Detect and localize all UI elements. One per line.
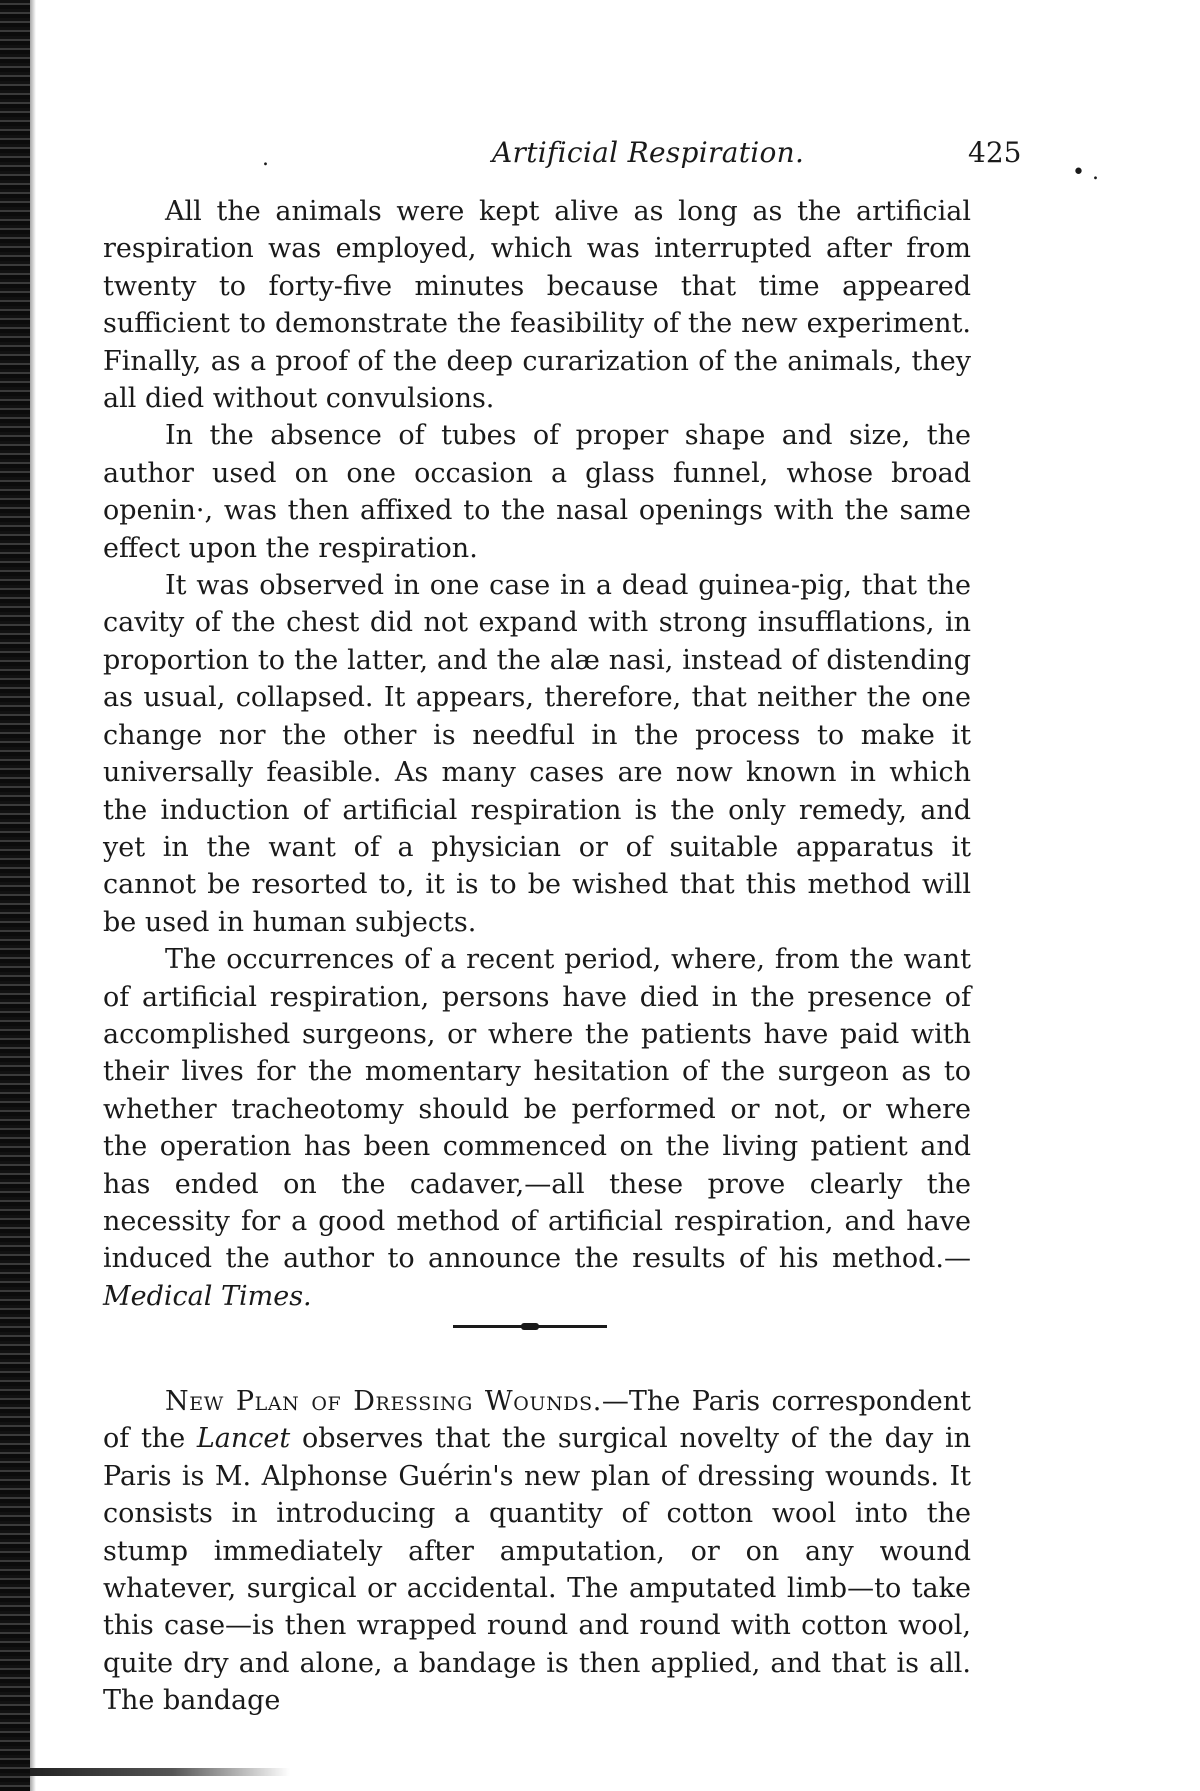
running-head — [100, 136, 1100, 180]
article-body — [103, 193, 971, 1315]
new-article — [103, 1383, 971, 1720]
new-article-paragraph — [103, 1383, 971, 1720]
new-article-text-2: observes that the surgical novelty of the day in Paris is M. Alphonse Guérin's new plan of dressing wounds. It consists in introducing a quantity of cotton wool into the stump immediately after amputation, or on any wound whatever, surgical or accidental. The amputated limb—to take this case—is then wrapped round and round with cotton wool, quite dry and alone, a bandage is then applied, and that is all. The bandage — [103, 1423, 971, 1717]
stray-mark-right: • . — [1072, 160, 1099, 185]
journal-name: Lancet — [196, 1423, 291, 1455]
binding-edge — [0, 0, 30, 1791]
paragraph-4 — [103, 941, 971, 1315]
section-separator — [453, 1323, 607, 1329]
stray-mark-left: . — [262, 146, 269, 171]
page-number: 425 — [968, 136, 1022, 169]
new-article-text-1: —The Paris correspondent of the — [103, 1386, 971, 1455]
paragraph-3: It was observed in one case in a dead guinea-pig, that the cavity of the chest did not expand with strong insufflations, in proportion to the latter, and the alæ nasi, instead of distending as usual, collapsed. It appears, therefore, that neither the one change nor the other is needful in the process to make it universally feasible. As many cases are now known in which the induction of artificial respiration is the only remedy, and yet in the want of a physician or of suitable apparatus it cannot be resorted to, it is to be wished that this method will be used in human subjects. — [103, 570, 971, 938]
bottom-smudge — [30, 1768, 290, 1776]
paragraph-2: In the absence of tubes of proper shape and size, the author used on one occasion a glass funnel, whose broad openin·, was then affixed to the nasal openings with the same effect upon the respiration. — [103, 420, 971, 564]
source-citation: Medical Times. — [103, 1280, 312, 1312]
separator-ornament — [521, 1323, 539, 1330]
paragraph-4-text: The occurrences of a recent period, where, from the want of artificial respiration, persons have died in the presence of accomplished surgeons, or where the patients have paid with their lives for the momentary hesitation of the surgeon as to whether tracheotomy should be performed or not, or where the operation has been commenced on the living patient and has ended on the cadaver,—all these prove clearly the necessity for a good method of artificial respiration, and have induced the author to announce the results of his method.— — [103, 944, 971, 1275]
running-title: Artificial Respiration. — [492, 136, 805, 169]
paragraph-1: All the animals were kept alive as long as the artificial respiration was employed, which was interrupted after from twenty to forty-five minutes because that time appeared sufficient to demonstrate the feasibility of the new experiment. Finally, as a proof of the deep curarization of the animals, they all died without convulsions. — [103, 196, 971, 415]
new-article-heading: New Plan of Dressing Wounds. — [165, 1386, 602, 1417]
